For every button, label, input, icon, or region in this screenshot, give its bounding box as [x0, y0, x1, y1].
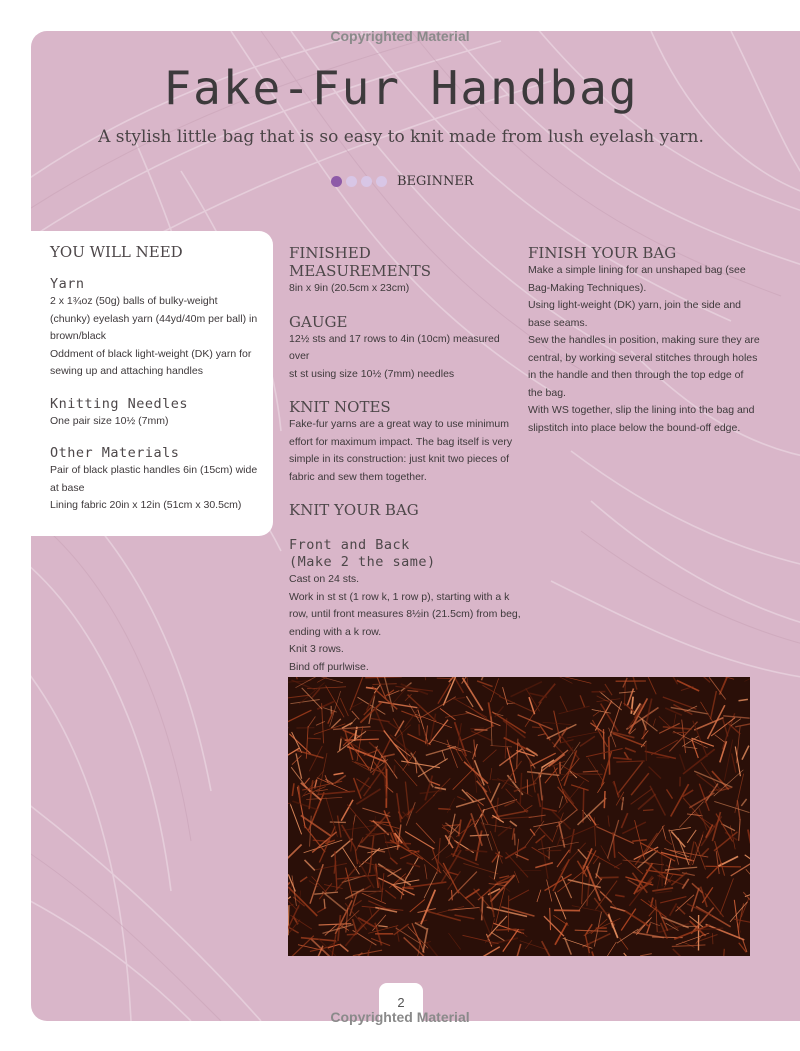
- finish-step: in the handle and then through the top edge of: [528, 369, 744, 381]
- skill-dot-empty: [361, 176, 372, 187]
- you-will-need-heading: YOU WILL NEED: [50, 243, 183, 261]
- knit-step: row, until front measures 8½in (21.5cm) from beg,: [289, 608, 521, 620]
- materials-line: at base: [50, 481, 85, 494]
- page-title: Fake-Fur Handbag: [163, 61, 639, 115]
- knit-step: Bind off purlwise.: [289, 660, 369, 673]
- finish-step: Bag-Making Techniques).: [528, 281, 647, 294]
- finish-step: the bag.: [528, 386, 566, 399]
- right-column: [528, 244, 760, 437]
- materials-line: Pair of black plastic handles 6in (15cm) wide: [50, 464, 258, 476]
- finish-step: Sew the handles in position, making sure they are: [528, 334, 760, 346]
- page: [31, 31, 800, 1021]
- finish-your-bag-heading: FINISH YOUR BAG: [528, 244, 677, 262]
- knit-notes-line: fabric and sew them together.: [289, 470, 427, 483]
- gauge-line: st st using size 10½ (7mm) needles: [289, 367, 455, 380]
- finish-step: base seams.: [528, 316, 588, 329]
- yarn-line: sewing up and attaching handles: [50, 365, 203, 377]
- finished-heading: FINISHED: [289, 244, 371, 262]
- yarn-heading: Yarn: [50, 276, 85, 292]
- skill-level-label: BEGINNER: [397, 174, 474, 189]
- finish-step: central, by working several stitches through holes: [528, 351, 758, 364]
- page-number: 2: [379, 983, 423, 1021]
- skill-dot-filled: [331, 176, 342, 187]
- page-subtitle: A stylish little bag that is so easy to knit made from lush eyelash yarn.: [98, 127, 704, 147]
- you-will-need-panel: [31, 231, 273, 536]
- materials-line: Lining fabric 20in x 12in (51cm x 30.5cm): [50, 499, 242, 511]
- knit-step: ending with a k row.: [289, 625, 382, 638]
- finished-line: 8in x 9in (20.5cm x 23cm): [289, 282, 410, 294]
- middle-column: [289, 244, 521, 676]
- yarn-line: 2 x 1¾oz (50g) balls of bulky-weight: [50, 295, 218, 307]
- gauge-heading: GAUGE: [289, 312, 348, 331]
- knit-notes-heading: KNIT NOTES: [289, 398, 391, 416]
- finish-step: Make a simple lining for an unshaped bag (see: [528, 264, 746, 276]
- knit-your-bag-heading: KNIT YOUR BAG: [289, 501, 419, 519]
- needles-line: One pair size 10½ (7mm): [50, 414, 169, 427]
- skill-dot-empty: [376, 176, 387, 187]
- knit-notes-line: effort for maximum impact. The bag itself is very: [289, 435, 513, 448]
- other-materials-heading: Other Materials: [50, 445, 180, 461]
- gauge-line: 12½ sts and 17 rows to 4in (10cm) measured over: [289, 332, 500, 362]
- fur-texture: [288, 677, 750, 956]
- skill-level: [331, 174, 474, 189]
- knit-step: Knit 3 rows.: [289, 643, 344, 655]
- knitting-needles-heading: Knitting Needles: [50, 395, 189, 412]
- knit-step: Cast on 24 sts.: [289, 573, 360, 585]
- knit-notes-line: Fake-fur yarns are a great way to use minimum: [289, 418, 509, 430]
- yarn-line: brown/black: [50, 330, 107, 342]
- front-and-back-heading: Front and Back: [289, 537, 410, 553]
- knit-notes-line: simple in its construction: just knit two pieces of: [289, 453, 510, 465]
- make-two-heading: (Make 2 the same): [289, 554, 436, 570]
- skill-dot-empty: [346, 176, 357, 187]
- finish-step: With WS together, slip the lining into the bag and: [528, 404, 755, 416]
- watermark-top: Copyrighted Material: [330, 28, 470, 44]
- watermark-bottom: Copyrighted Material: [330, 1009, 470, 1025]
- yarn-line: (chunky) eyelash yarn (44yd/40m per ball) in: [50, 312, 258, 325]
- finish-step: Using light-weight (DK) yarn, join the side and: [528, 299, 742, 311]
- knit-step: Work in st st (1 row k, 1 row p), starting with a k: [289, 590, 510, 603]
- finish-step: slipstitch into place below the bound-off edge.: [528, 421, 741, 434]
- fake-fur-swatch-photo: [288, 677, 750, 956]
- measurements-heading: MEASUREMENTS: [289, 262, 432, 280]
- yarn-line: Oddment of black light-weight (DK) yarn for: [50, 347, 252, 360]
